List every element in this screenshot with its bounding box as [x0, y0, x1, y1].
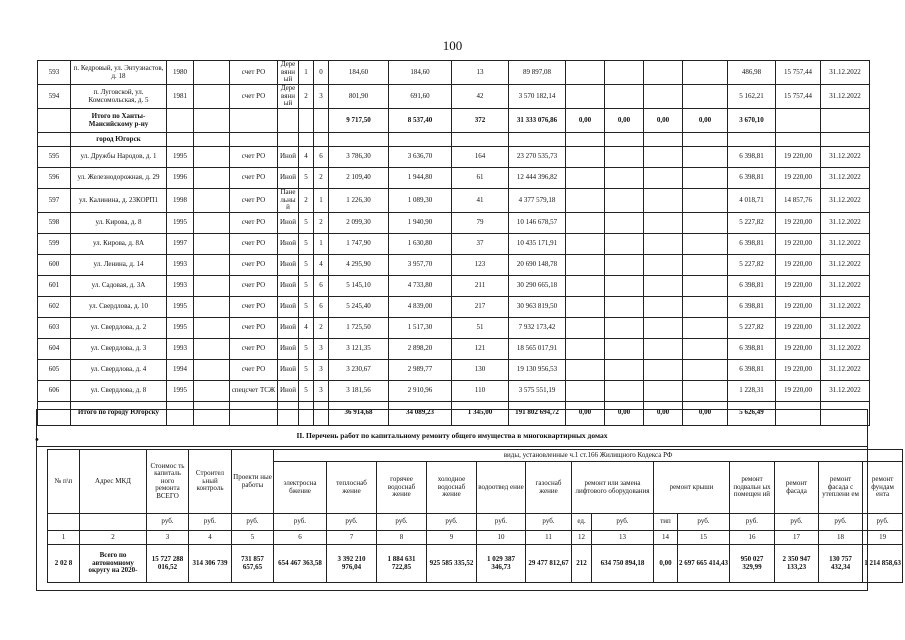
col-header-sewer: водоотвед ение: [477, 462, 526, 514]
table-row: 601 ул. Садовая, д. 3А 1993 счет РО Иной 5 6 5 145,10 4 733,80 211 30 290 665,18 6 398,81 19 220,00 31.12.2022: [38, 275, 870, 296]
table-row: 593 п. Кедровый, ул. Энтузиастов, д. 18 1980 счет РО Дере вянн ый 1 0 184,60 184,60 13 89 897,08 486,98 15 757,44 31.12.2022: [38, 61, 870, 85]
col-header-control: Строител ьный контроль: [189, 450, 232, 514]
col-header-lift: ремонт или замена лифтового оборудования: [572, 462, 654, 514]
table-row: 602 ул. Свердлова, д. 10 1995 счет РО Иной 5 6 5 245,40 4 839,00 217 30 963 819,50 6 398,81 19 220,00 31.12.2022: [38, 296, 870, 317]
units-row: руб. руб. руб. руб. руб. руб. руб. руб. руб. ед. руб. тип руб. руб. руб. руб. руб.: [48, 514, 903, 531]
houses-table: [37, 60, 870, 426]
col-header-heat: теплоснаб жение: [327, 462, 377, 514]
col-header-cost: Стоимос ть капиталь ного ремонта ВСЕГО: [147, 450, 189, 514]
col-header-cold-water: холодное водоснаб жение: [427, 462, 477, 514]
col-header-no: № п\п: [48, 450, 80, 514]
col-header-basement: ремонт подвальн ых помещен ий: [730, 462, 775, 514]
col-header-gas: газоснаб жение: [526, 462, 572, 514]
table-row: 599 ул. Кирова, д. 8А 1997 счет РО Иной 5 1 1 747,90 1 630,80 37 10 435 171,91 6 398,81 19 220,00 31.12.2022: [38, 233, 870, 254]
section-title: II. Перечень работ по капитальному ремонту общего имущества в многоквартирных домах: [296, 431, 608, 440]
table-row: 595 ул. Дружбы Народов, д. 1 1995 счет РО Иной 4 6 3 786,30 3 636,70 164 23 270 535,73 6 398,81 19 220,00 31.12.2022: [38, 147, 870, 168]
table-row: 606 ул. Свердлова, д. 8 1995 спецсчет ТСЖ Иной 5 3 3 181,56 2 910,96 110 3 575 551,19 1 228,31 19 220,00 31.12.2022: [38, 380, 870, 401]
page-number: 100: [442, 38, 463, 53]
col-header-types: виды, установленные ч.1 ст.166 Жилищного Кодекса РФ: [274, 450, 903, 462]
table-row: 600 ул. Ленина, д. 14 1993 счет РО Иной 5 4 4 295,90 3 957,70 123 20 690 148,78 5 227,82 19 220,00 31.12.2022: [38, 254, 870, 275]
group-heading-row: [38, 133, 870, 147]
section-divider: [37, 446, 867, 447]
col-header-address: Адрес МКД: [80, 450, 147, 514]
col-header-roof: ремонт крыши: [654, 462, 730, 514]
table-row: 596 ул. Железнодорожная, д. 29 1996 счет РО Иной 5 2 2 109,40 1 944,80 61 12 444 396,82 6 398,81 19 220,00 31.12.2022: [38, 168, 870, 189]
table-row: 597 ул. Калинина, д. 23КОРП1 1998 счет РО Пане льны й 2 1 1 226,30 1 089,30 41 4 377 579,18 4 018,71 14 857,76 31.12.2022: [38, 189, 870, 213]
works-table: [47, 449, 903, 583]
col-header-facade-insulated: ремонт фасада с утеплени ем: [819, 462, 863, 514]
table-row: 603 ул. Свердлова, д. 2 1995 счет РО Иной 4 2 1 725,50 1 517,30 51 7 932 173,42 5 227,82 19 220,00 31.12.2022: [38, 317, 870, 338]
group-heading: город Югорск: [71, 133, 167, 147]
col-header-electro: электросна бжение: [274, 462, 327, 514]
subtotal-row: Итого по Ханты-Мансийскому р-ну 9 717,50 8 537,40 372 31 333 076,86 0,00 0,00 0,00 0,00 3 670,10: [38, 109, 870, 133]
col-header-hot-water: горячее водоснаб жение: [377, 462, 427, 514]
table-row: 598 ул. Кирова, д. 8 1995 счет РО Иной 5 2 2 099,30 1 940,90 79 10 146 678,57 5 227,82 19 220,00 31.12.2022: [38, 212, 870, 233]
table-row: 605 ул. Свердлова, д. 4 1994 счет РО Иной 5 3 3 230,67 2 989,77 130 19 130 956,53 6 398,81 19 220,00 31.12.2022: [38, 359, 870, 380]
total-row: 2 02 8 Всего по автономному округу на 2020- 15 727 288 016,52 314 306 739 731 857 657,65 654 467 363,58 3 392 210 976,04 1 884 631 722,85 925 585 335,52 1 029 387 346,73 29 477 812,67 212 634 750 894,18 0,00 2 697 665 414,43 950 027 329,99 2 350 947 133,23 130 757 432,34 1 214 858,63: [48, 545, 903, 583]
subtotal-row: Итого по городу Югорску 36 914,68 34 089,23 1 345,00 191 802 694,72 0,00 0,00 0,00 0,00 5 626,49: [38, 401, 870, 425]
table-row: 604 ул. Свердлова, д. 3 1993 счет РО Иной 5 3 3 121,35 2 898,20 121 18 565 017,91 6 398,81 19 220,00 31.12.2022: [38, 338, 870, 359]
table-row: 594 п. Луговской, ул. Комсомольская, д. 5 1981 счет РО Дере вянн ый 2 3 801,90 691,60 42 3 570 182,14 5 162,21 15 757,44 31.12.2022: [38, 85, 870, 109]
col-header-facade: ремонт фасада: [775, 462, 819, 514]
col-header-foundation: ремонт фундам ента: [863, 462, 903, 514]
scan-mark: •: [35, 434, 39, 446]
column-numbers-row: 1 2 3 4 5 6 7 8 9 10 11 12 13 14 15 16 17 18 19: [48, 531, 903, 545]
col-header-design: Проекти ные работы: [232, 450, 274, 514]
